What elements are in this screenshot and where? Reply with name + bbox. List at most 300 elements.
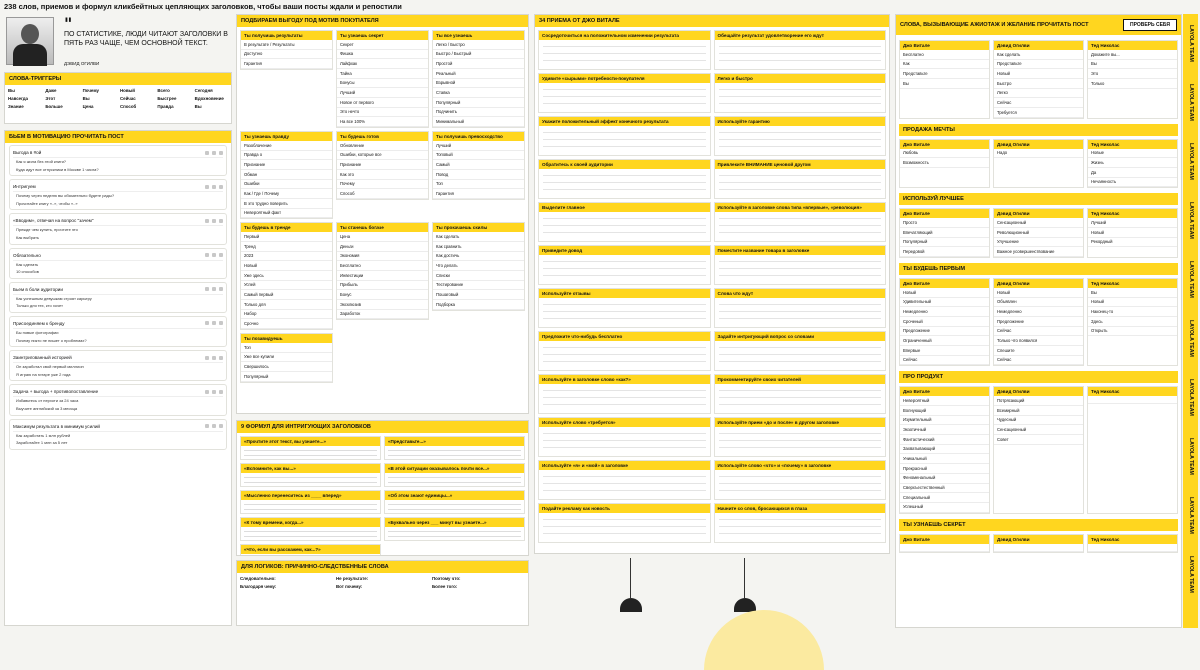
- feel-word: Специальный: [900, 493, 989, 503]
- formula-card: [384, 436, 525, 460]
- feel-word: Немедленно: [994, 307, 1083, 317]
- benefit-item: Невероятный факт: [241, 209, 332, 219]
- benefit-item: Почему: [337, 180, 428, 190]
- formula-head: «К тому времени, когда...»: [241, 518, 380, 527]
- feel-column: [1087, 386, 1178, 513]
- benefit-group-head: Ты все узнаешь: [433, 31, 524, 40]
- mic-icon: [212, 356, 216, 360]
- motivation-field[interactable]: [13, 353, 223, 363]
- vitale-card: [538, 503, 711, 543]
- feel-word: Легко: [994, 89, 1083, 99]
- page-title: 238 слов, приемов и формул кликбейтных цепляющих заголовков, чтобы ваши посты ждали и репостили: [4, 2, 402, 11]
- vitale-line: [719, 347, 882, 348]
- vitale-head: Поместите название товара в заголовке: [715, 246, 886, 255]
- benefit-item: Списки: [433, 271, 524, 281]
- motivation-example: Избавьтесь от перхоти за 24 часа: [16, 398, 79, 404]
- vitale-line: [719, 354, 882, 355]
- quote-mark-icon: ": [64, 14, 73, 33]
- vitale-line: [543, 433, 706, 434]
- benefit-item: Новый: [241, 261, 332, 271]
- trigger-word: Цена: [82, 104, 94, 109]
- trigger-word: Этот: [45, 96, 56, 101]
- field-icons: [205, 321, 223, 325]
- vitale-card: [538, 116, 711, 156]
- formula-card: [384, 517, 525, 541]
- mic-icon: [212, 151, 216, 155]
- vitale-card: [714, 460, 887, 500]
- feel-word: Здесь: [1088, 317, 1177, 327]
- feel-word: Удивительный: [900, 298, 989, 308]
- formula-lines: [388, 504, 521, 505]
- feel-panel: [895, 14, 1182, 628]
- vitale-head: Задайте интригующий вопрос со словами: [715, 332, 886, 341]
- more-icon: [219, 185, 223, 189]
- brand-strip: [1183, 14, 1198, 628]
- feel-author: Джо Витале: [900, 535, 989, 544]
- benefit-item: Бесплатно: [337, 261, 428, 271]
- vitale-line: [719, 397, 882, 398]
- feel-word: Рекордный: [1088, 238, 1177, 248]
- benefit-item: Тренд: [241, 242, 332, 252]
- motivation-field[interactable]: [13, 387, 223, 397]
- trigger-word: Знание: [8, 104, 24, 109]
- mic-icon: [212, 287, 216, 291]
- feel-word: Бесплатно: [900, 50, 989, 60]
- vitale-line: [719, 268, 882, 269]
- formula-head: «Мысленно перенеситесь из ____ вперед»: [241, 491, 380, 500]
- feel-column: [899, 278, 990, 366]
- logic-title: ДЛЯ ЛОГИКОВ: ПРИЧИННО-СЛЕДСТВЕННЫЕ СЛОВА: [237, 561, 528, 573]
- benefit-item: Первый: [241, 232, 332, 242]
- vitale-head: Используйте в заголовке слова типа «впервые», «революция»: [715, 203, 886, 212]
- vitale-head: Используйте гарантию: [715, 117, 886, 126]
- benefit-item: Уже все купили: [241, 353, 332, 363]
- motivation-example: Выучите английский за 3 месяца: [16, 405, 78, 411]
- vitale-head: Обещайте результат удовлетворение его ждут: [715, 31, 886, 40]
- trigger-word: Навсегда: [8, 96, 28, 101]
- formula-lines: [388, 509, 521, 510]
- feel-column: [993, 208, 1084, 258]
- formula-card: [384, 463, 525, 487]
- feel-word: Сенсационный: [994, 425, 1083, 435]
- motivation-field[interactable]: [13, 216, 223, 226]
- vitale-line: [543, 347, 706, 348]
- vitale-head: Начните со слов, бросающихся в глаза: [715, 504, 886, 513]
- keyboard-icon: [205, 390, 209, 394]
- feel-word: Новый: [994, 288, 1083, 298]
- motivation-field-label: Выгода в #ой: [13, 150, 42, 155]
- motivation-card: [9, 350, 227, 381]
- benefit-item: Популярный: [241, 372, 332, 382]
- more-icon: [219, 321, 223, 325]
- benefit-item: Тайна: [337, 69, 428, 79]
- feel-column: [993, 139, 1084, 189]
- vitale-card: [714, 202, 887, 242]
- vitale-card: [714, 288, 887, 328]
- feel-word: Как сделать: [994, 50, 1083, 60]
- feel-word: Всемирный: [994, 406, 1083, 416]
- benefit-item: Признание: [241, 160, 332, 170]
- benefit-group-head: Ты прокачаешь скилы: [433, 223, 524, 232]
- benefit-item: Быстро / Быстрый: [433, 50, 524, 60]
- formula-lines: [244, 536, 377, 537]
- feel-author: Тед Николас: [1088, 209, 1177, 218]
- benefit-item: Способ: [337, 189, 428, 199]
- feel-section-head: ИСПОЛЬЗУЙ ЛУЧШЕЕ: [899, 193, 1178, 205]
- benefit-item: Лучший: [337, 88, 428, 98]
- field-icons: [205, 185, 223, 189]
- benefit-item: Срочно: [241, 319, 332, 329]
- formula-lines: [244, 477, 377, 478]
- vitale-line: [719, 275, 882, 276]
- formula-lines: [388, 450, 521, 451]
- mic-icon: [212, 219, 216, 223]
- field-icons: [205, 356, 223, 360]
- feel-author: Дэвид Огилви: [994, 140, 1083, 149]
- trigger-word: Быстрее: [157, 96, 177, 101]
- feel-word: Надо: [994, 149, 1083, 159]
- feel-word: Предложение: [994, 317, 1083, 327]
- feel-word: Докажите вы...: [1088, 50, 1177, 60]
- formula-lines: [244, 450, 377, 451]
- benefit-item: Реальный: [433, 69, 524, 79]
- feel-word: Это: [1088, 69, 1177, 79]
- benefit-item: Как сделать: [433, 232, 524, 242]
- vitale-line: [543, 89, 706, 90]
- vitale-panel: [534, 14, 890, 554]
- feel-title: СЛОВА, ВЫЗЫВАЮЩИЕ АЖИОТАЖ И ЖЕЛАНИЕ ПРОЧИТАТЬ ПОСТ: [900, 22, 1089, 28]
- mic-icon: [212, 185, 216, 189]
- motivation-field-label: Обязательно: [13, 252, 41, 258]
- formula-card: [240, 463, 381, 487]
- benefit-item: На все 100%: [337, 117, 428, 127]
- vitale-line: [543, 447, 706, 448]
- motivation-field[interactable]: [13, 285, 223, 295]
- feel-word: Требуется: [994, 108, 1083, 118]
- benefit-item: Набор: [241, 310, 332, 320]
- benefit-item: Эксклюзив: [337, 300, 428, 310]
- benefit-group: [240, 131, 333, 219]
- motivation-field-label: Заинтригованный историей: [13, 355, 72, 361]
- vitale-line: [543, 390, 706, 391]
- brand-label: LAYOLA TEAM: [1188, 143, 1194, 180]
- feel-word: Сроченый: [900, 317, 989, 327]
- vitale-line: [543, 225, 706, 226]
- trigger-word: Даже: [45, 88, 57, 93]
- formulas-panel: [236, 420, 529, 556]
- benefit-group-head: Ты станешь богаче: [337, 223, 428, 232]
- vitale-line: [719, 404, 882, 405]
- vitale-head: Используйте слово «требуется»: [539, 418, 710, 427]
- formula-card: [240, 490, 381, 514]
- motivation-field[interactable]: [13, 422, 223, 432]
- vitale-head: Выделите главное: [539, 203, 710, 212]
- vitale-line: [543, 189, 706, 190]
- benefit-item: Пошаговый: [433, 290, 524, 300]
- vitale-line: [543, 483, 706, 484]
- feel-word: Впервые: [900, 346, 989, 356]
- motivation-title: БЬЕМ В МОТИВАЦИЮ ПРОЧИТАТЬ ПОСТ: [5, 131, 231, 143]
- benefit-item: Обман: [241, 170, 332, 180]
- benefit-item: Доступно: [241, 50, 332, 60]
- formula-card: [240, 544, 381, 556]
- vitale-head: Используйте отзывы: [539, 289, 710, 298]
- feel-author: Джо Витале: [900, 387, 989, 396]
- vitale-head: Предложите что-нибудь бесплатно: [539, 332, 710, 341]
- brand-label: LAYOLA TEAM: [1188, 84, 1194, 121]
- feel-section-head: ПРО ПРОДУКТ: [899, 371, 1178, 383]
- benefit-item: Это нечто: [337, 108, 428, 118]
- trigger-word: Всего: [157, 88, 170, 93]
- feel-word: Быстро: [994, 79, 1083, 89]
- feel-word: Немедленно: [900, 307, 989, 317]
- vitale-card: [538, 159, 711, 199]
- feel-word: Потрясающий: [994, 396, 1083, 406]
- vitale-line: [543, 304, 706, 305]
- feel-column: [993, 386, 1084, 513]
- benefit-group: [432, 222, 525, 310]
- benefit-item: Цена: [337, 232, 428, 242]
- benefit-item: В результате / Результаты: [241, 40, 332, 50]
- benefit-item: Подчинить: [433, 108, 524, 118]
- motivation-card: [9, 213, 227, 244]
- more-icon: [219, 253, 223, 257]
- feel-author: Джо Витале: [900, 41, 989, 50]
- vitale-line: [719, 53, 882, 54]
- benefit-item: Гарантия: [433, 189, 524, 199]
- feel-author: Дэвид Огилви: [994, 535, 1083, 544]
- benefit-item: Как / Где / Почему: [241, 189, 332, 199]
- benefit-item: Экономия: [337, 252, 428, 262]
- feel-word: Вы: [900, 79, 989, 89]
- motivation-field[interactable]: [13, 148, 223, 158]
- brand-label: LAYOLA TEAM: [1188, 25, 1194, 62]
- formula-card: [240, 436, 381, 460]
- vitale-line: [719, 146, 882, 147]
- feel-word: Успешный: [900, 503, 989, 513]
- benefit-group: [240, 222, 333, 330]
- vitale-line: [543, 361, 706, 362]
- vitale-line: [719, 447, 882, 448]
- vitale-card: [714, 245, 887, 285]
- feel-author: Дэвид Огилви: [994, 387, 1083, 396]
- vitale-line: [543, 139, 706, 140]
- feel-word: Новый: [1088, 298, 1177, 308]
- feel-word-empty: [1088, 544, 1177, 552]
- motivation-field-label: Присоединяем к бренду: [13, 320, 65, 326]
- logic-panel: [236, 560, 529, 626]
- motivation-example: Прежде чем купить, прочтите это: [16, 227, 78, 233]
- feel-author: Джо Витале: [900, 140, 989, 149]
- vitale-line: [719, 318, 882, 319]
- vitale-line: [543, 318, 706, 319]
- vitale-line: [719, 526, 882, 527]
- benefit-item: Разоблачение: [241, 141, 332, 151]
- feel-column: [899, 386, 990, 513]
- vitale-line: [543, 60, 706, 61]
- motivation-example: 10 способов: [16, 269, 39, 275]
- vitale-line: [543, 354, 706, 355]
- benefit-item: Легко / Быстро: [433, 40, 524, 50]
- benefit-item: 2023: [241, 252, 332, 262]
- feel-column: [1087, 278, 1178, 366]
- lamp-illustration: [534, 558, 890, 628]
- more-icon: [219, 424, 223, 428]
- feel-section-head: ТЫ БУДЕШЬ ПЕРВЫМ: [899, 263, 1178, 275]
- feel-author: Дэвид Огилви: [994, 209, 1083, 218]
- motivation-example: Бы новые фотографии: [16, 329, 59, 335]
- benefit-item: В это трудно поверить: [241, 199, 332, 209]
- trigger-word: Вы: [194, 104, 202, 109]
- benefit-item: Самый: [433, 160, 524, 170]
- vitale-line: [543, 490, 706, 491]
- vitale-line: [719, 182, 882, 183]
- feel-column: [993, 278, 1084, 366]
- vitale-line: [719, 218, 882, 219]
- logic-word: Благодаря чему:: [240, 584, 277, 589]
- benefit-item: Лучший: [433, 141, 524, 151]
- feel-word: Сейчас: [994, 327, 1083, 337]
- vitale-line: [719, 232, 882, 233]
- formula-head: «Буквально через ___ минут вы узнаете...»: [385, 518, 524, 527]
- benefit-item: Повод: [433, 170, 524, 180]
- benefit-item: Признание: [337, 160, 428, 170]
- motivation-example: Только для тех, кто хочет: [16, 303, 63, 309]
- vitale-line: [719, 390, 882, 391]
- feel-word: Просто: [900, 218, 989, 228]
- check-yourself-button[interactable]: ПРОВЕРЬ СЕБЯ: [1123, 19, 1177, 31]
- vitale-card: [538, 374, 711, 414]
- formula-lines: [388, 536, 521, 537]
- feel-word: Объявлен: [994, 298, 1083, 308]
- more-icon: [219, 151, 223, 155]
- logic-word: Поэтому что:: [432, 576, 461, 581]
- formula-head: «В этой ситуации оказывалось почти все...»: [385, 464, 524, 473]
- vitale-line: [719, 89, 882, 90]
- vitale-line: [543, 96, 706, 97]
- feel-column: [993, 534, 1084, 553]
- formula-lines: [388, 455, 521, 456]
- field-icons: [205, 424, 223, 428]
- feel-word: Захватывающий: [900, 445, 989, 455]
- benefit-item: Только для: [241, 300, 332, 310]
- feel-word: Как: [900, 60, 989, 70]
- feel-word: Новый: [994, 69, 1083, 79]
- triggers-title: СЛОВА-ТРИГГЕРЫ: [5, 73, 231, 85]
- formula-lines: [244, 504, 377, 505]
- formula-lines: [244, 531, 377, 532]
- feel-word: Новый: [900, 288, 989, 298]
- brand-label: LAYOLA TEAM: [1188, 438, 1194, 475]
- motivation-field[interactable]: [13, 182, 223, 192]
- brand-label: LAYOLA TEAM: [1188, 202, 1194, 239]
- feel-word: Важное усовершенствование: [994, 247, 1083, 257]
- formula-lines: [388, 482, 521, 483]
- formula-lines: [244, 482, 377, 483]
- motivation-field[interactable]: [13, 251, 223, 261]
- feel-word: Сверхъестественный: [900, 484, 989, 494]
- benefit-item: Правда о: [241, 151, 332, 161]
- vitale-line: [719, 103, 882, 104]
- motivation-field[interactable]: [13, 319, 223, 329]
- feel-word: Революционный: [994, 228, 1083, 238]
- vitale-line: [543, 218, 706, 219]
- feel-word: Вы: [1088, 288, 1177, 298]
- vitale-card: [714, 30, 887, 70]
- benefit-item: Успей: [241, 281, 332, 291]
- benefit-group: [240, 333, 333, 383]
- benefit-item: Свершилось: [241, 362, 332, 372]
- formula-head: «Представьте...»: [385, 437, 524, 446]
- formula-card: [384, 490, 525, 514]
- feel-word: Сейчас: [900, 356, 989, 366]
- logic-word: Более того:: [432, 584, 458, 589]
- vitale-line: [543, 146, 706, 147]
- benefit-group-head: Ты узнаешь правду: [241, 132, 332, 141]
- feel-author: Джо Витале: [900, 279, 989, 288]
- feel-word: Уникальный: [900, 454, 989, 464]
- benefit-item: Обновление: [337, 141, 428, 151]
- feel-word: Только что появился: [994, 336, 1083, 346]
- vitale-line: [543, 268, 706, 269]
- vitale-line: [543, 519, 706, 520]
- vitale-line: [719, 476, 882, 477]
- benefit-item: Популярный: [433, 98, 524, 108]
- benefit-group: [240, 30, 333, 70]
- feel-word: Представьте: [994, 60, 1083, 70]
- vitale-line: [719, 490, 882, 491]
- motivation-field-label: Максимум результата в минимум усилий: [13, 423, 100, 429]
- feel-word: Чудесный: [994, 416, 1083, 426]
- feel-word: Невероятный: [900, 396, 989, 406]
- feel-column: [993, 40, 1084, 119]
- feel-word: Волнующий: [900, 406, 989, 416]
- benefit-group-head: Ты позавидуешь: [241, 334, 332, 343]
- mic-icon: [212, 321, 216, 325]
- benefit-item: Бонус: [337, 290, 428, 300]
- vitale-line: [719, 261, 882, 262]
- vitale-line: [719, 433, 882, 434]
- benefit-item: Ставка: [433, 88, 524, 98]
- feel-word: Возможность: [900, 158, 989, 168]
- motivation-card: [9, 384, 227, 415]
- motivation-card: [9, 145, 227, 176]
- vitale-line: [543, 311, 706, 312]
- feel-word: Ограниченный: [900, 336, 989, 346]
- feel-word: Представьте: [900, 69, 989, 79]
- formulas-title: 9 ФОРМУЛ ДЛЯ ИНТРИГУЮЩИХ ЗАГОЛОВКОВ: [237, 421, 528, 433]
- benefit-item: Тестирование: [433, 281, 524, 291]
- vitale-line: [719, 96, 882, 97]
- motivation-example: Прочитайте книгу «..», чтобы «..»: [16, 200, 78, 206]
- motivation-card: [9, 282, 227, 313]
- formula-card: [240, 517, 381, 541]
- vitale-card: [538, 288, 711, 328]
- brand-label: LAYOLA TEAM: [1188, 497, 1194, 534]
- vitale-head: Используйте слово «что» и «почему» в заголовке: [715, 461, 886, 470]
- motivation-field-label: «Вводим», отвечая на вопрос "зачем": [13, 218, 94, 224]
- benefit-item: Секрет: [337, 40, 428, 50]
- feel-word: Вы: [1088, 60, 1177, 70]
- trigger-word: Правда: [157, 104, 174, 109]
- vitale-line: [719, 225, 882, 226]
- vitale-head: Сосредоточиться на положительном изменении результата: [539, 31, 710, 40]
- motivation-example: Как я жила без этой книги?: [16, 159, 67, 164]
- feel-column: [1087, 139, 1178, 189]
- vitale-card: [538, 73, 711, 113]
- vitale-head: Используйте прием «до и после» в другом заголовке: [715, 418, 886, 427]
- brand-label: LAYOLA TEAM: [1188, 320, 1194, 357]
